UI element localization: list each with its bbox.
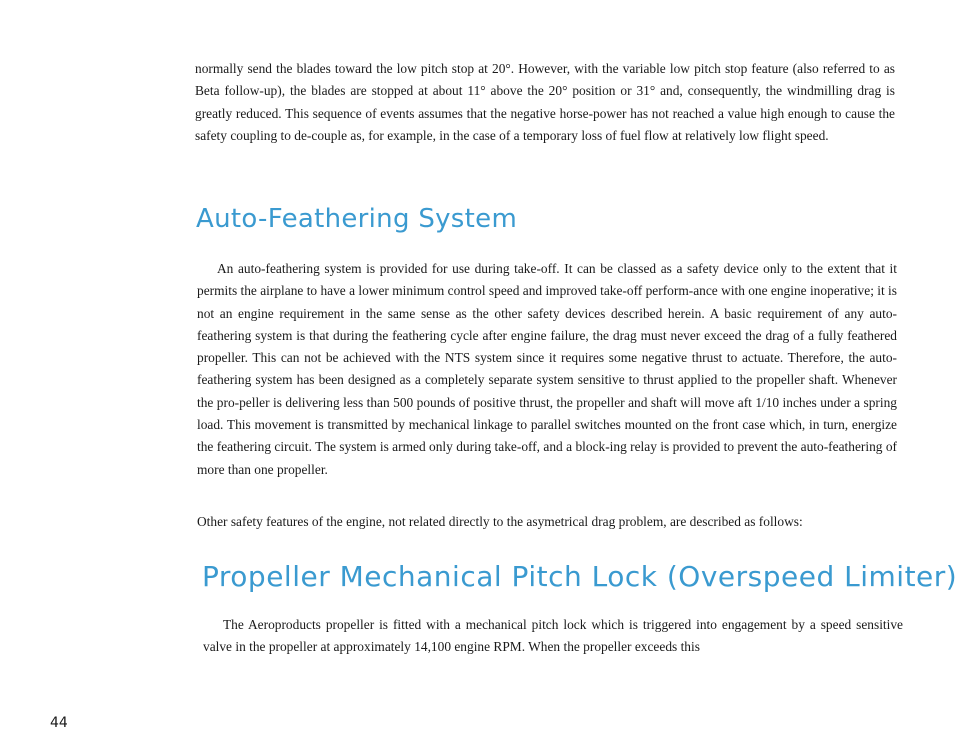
body-paragraph-other-safety-features: Other safety features of the engine, not related directly to the asymetrical drag problem, are described as follows: [197, 514, 803, 529]
body-paragraph-pitch-lock: The Aeroproducts propeller is fitted with a mechanical pitch lock which is triggered into engagement by a speed sensitive valve in the propeller at approximately 14,100 engine RPM. When the propeller exceeds this [203, 617, 903, 655]
body-paragraph-beta-follow-up: normally send the blades toward the low pitch stop at 20°. However, with the variable low pitch stop feature (also referred to as Beta follow-up), the blades are stopped at about 11° above the 20° position or 31° and, consequently, the windmilling drag is greatly reduced. This sequence of events assumes that the negative horse-power has not reached a value high enough to cause the safety coupling to de-couple as, for example, in the case of a temporary loss of fuel flow at relatively low flight speed. [195, 61, 895, 143]
page-number: 44 [50, 715, 68, 731]
section-heading-auto-feathering: Auto-Feathering System [196, 204, 518, 234]
body-paragraph-auto-feathering: An auto-feathering system is provided for use during take-off. It can be classed as a safety device only to the extent that it permits the airplane to have a lower minimum control speed and improved take-off perform-ance with one engine inoperative; it is not an engine requirement in the same sense as the other safety devices described herein. A basic requirement of any auto-feathering system is that during the feathering cycle after engine failure, the drag must never exceed the drag of a fully feathered propeller. This can not be achieved with the NTS system since it requires some negative thrust to actuate. Therefore, the auto-feathering system has been designed as a completely separate system sensitive to thrust applied to the propeller shaft. Whenever the pro-peller is delivering less than 500 pounds of positive thrust, the propeller and shaft will move aft 1/10 inches under a spring load. This movement is transmitted by mechanical linkage to parallel switches mounted on the front case which, in turn, energize the feathering circuit. The system is armed only during take-off, and a block-ing relay is provided to prevent the auto-feathering of more than one propeller. [197, 261, 897, 477]
section-heading-pitch-lock: Propeller Mechanical Pitch Lock (Overspeed Limiter) [202, 560, 958, 593]
